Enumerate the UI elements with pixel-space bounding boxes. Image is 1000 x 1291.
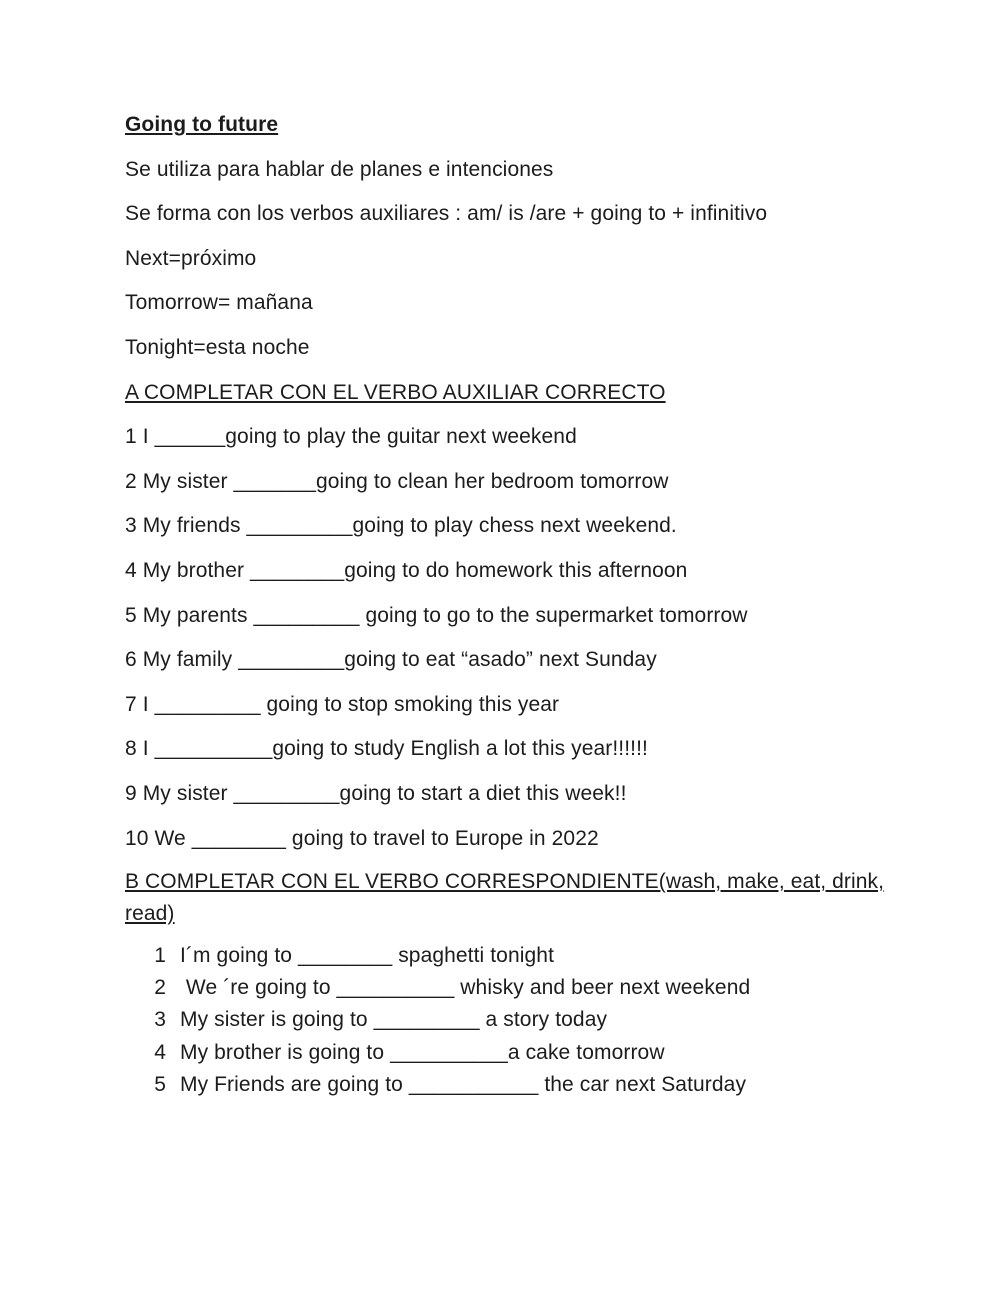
section-b-heading: B COMPLETAR CON EL VERBO CORRESPONDIENTE(wash, make, eat, drink, read) [125,870,885,926]
exercise-a-item: 9 My sister _________going to start a diet this week!! [125,781,627,805]
intro-line-usage: Se utiliza para hablar de planes e intenciones [125,157,554,181]
section-a-heading: A COMPLETAR CON EL VERBO AUXILIAR CORRECTO [125,380,666,404]
exercise-a-item: 4 My brother ________going to do homework this afternoon [125,558,688,582]
exercise-b-item [125,1069,885,1101]
worksheet [125,108,885,1101]
exercise-a-item: 8 I __________going to study English a lot this year!!!!!! [125,737,648,761]
vocab-tonight: Tonight=esta noche [125,335,310,359]
exercise-b-text: My sister is going to _________ a story today [180,1008,608,1032]
exercise-a-item: 2 My sister _______going to clean her bedroom tomorrow [125,469,669,493]
exercise-b-number: 5 [154,1072,166,1096]
exercise-a-item: 3 My friends _________going to play chess next weekend. [125,514,677,538]
exercise-b-text: We ´re going to __________ whisky and beer next weekend [180,976,751,1000]
exercise-b-item [125,972,885,1004]
exercise-b-number: 4 [154,1040,166,1064]
exercise-a-item: 6 My family _________going to eat “asado” next Sunday [125,648,657,672]
section-a [125,376,885,867]
exercise-a-item: 1 I ______going to play the guitar next weekend [125,425,577,449]
worksheet-title: Going to future [125,113,279,136]
exercise-a-item: 7 I _________ going to stop smoking this year [125,692,560,716]
intro-line-formation: Se forma con los verbos auxiliares : am/ is /are + going to + infinitivo [125,202,768,226]
vocab-tomorrow: Tomorrow= mañana [125,291,313,315]
exercise-b-list [125,940,885,1101]
vocab-next: Next=próximo [125,246,257,270]
exercise-b-text: My Friends are going to ___________ the car next Saturday [180,1072,747,1096]
section-b [125,866,885,1101]
exercise-b-item [125,940,885,972]
exercise-b-text: My brother is going to __________a cake tomorrow [180,1040,665,1064]
exercise-b-number: 1 [154,944,166,968]
exercise-b-number: 3 [154,1008,166,1032]
exercise-b-text: I´m going to ________ spaghetti tonight [180,944,555,968]
exercise-b-item [125,1004,885,1036]
intro-block [125,153,885,376]
exercise-b-item [125,1037,885,1069]
exercise-a-item: 5 My parents _________ going to go to the supermarket tomorrow [125,603,748,627]
exercise-a-item: 10 We ________ going to travel to Europe in 2022 [125,826,599,850]
exercise-b-number: 2 [154,976,166,1000]
